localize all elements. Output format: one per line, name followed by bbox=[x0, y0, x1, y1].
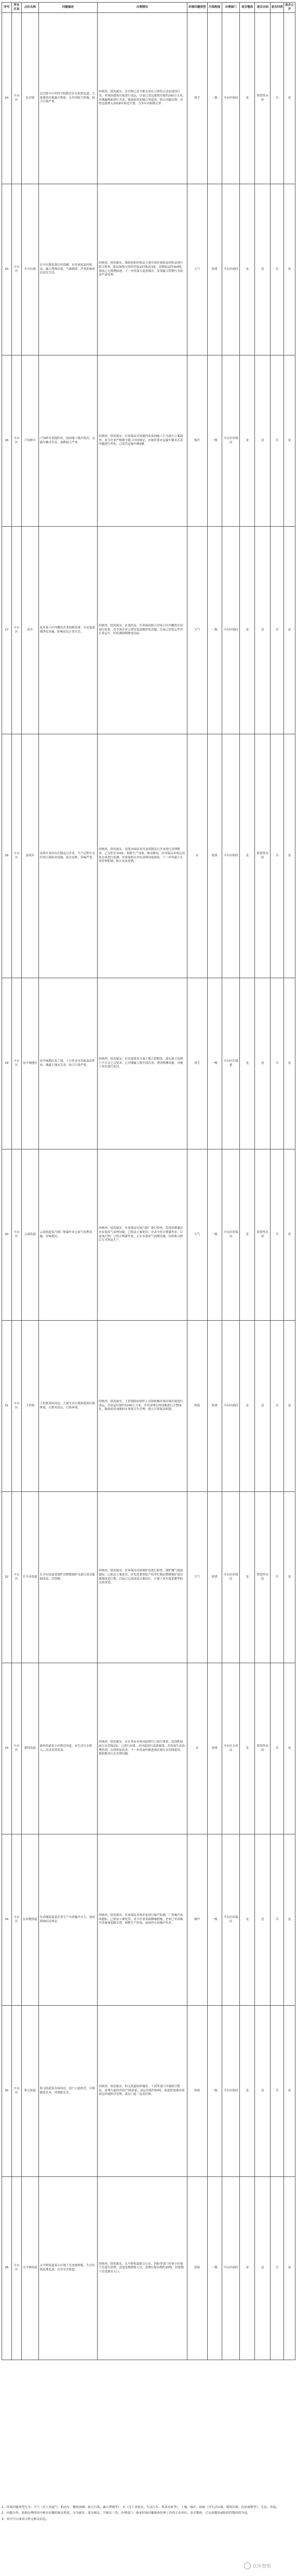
table-notes bbox=[2, 2505, 295, 2523]
row-degree: 一般 bbox=[207, 527, 222, 734]
row-problem: 和义街道某市场周边，商户占道经营，垃圾随意丢弃，环境脏乱差。 bbox=[38, 2006, 97, 2177]
row-location: 卢沟桥乡 bbox=[22, 355, 38, 527]
column-header: 是否办结 bbox=[255, 3, 271, 13]
row-department: 丰台区环保局 bbox=[222, 1149, 240, 1321]
row-degree: 一般 bbox=[207, 13, 222, 184]
column-header: 是否整改 bbox=[240, 3, 255, 13]
row-type: 扬尘 bbox=[187, 978, 207, 1149]
row-public: 是 bbox=[284, 978, 295, 1149]
row-problem: 王佐镇某村周边，大量生活垃圾和建筑垃圾堆放，长期未清运，污染环境。 bbox=[38, 1321, 97, 1492]
row-region: 丰台区 bbox=[11, 1321, 22, 1492]
row-public: 是 bbox=[284, 2006, 295, 2177]
column-header: 办理情况 bbox=[98, 3, 187, 13]
row-type: 大气 bbox=[187, 184, 207, 355]
column-header: 污染程度 bbox=[207, 3, 222, 13]
row-problem: 北宫镇辛庄村四号院附近存在私搭乱建，大量建筑垃圾露天堆放，无任何防尘措施，扬尘污染严重。 bbox=[38, 13, 97, 184]
row-problem: 云岗街道某汽修厂喷漆作业无废气处理设施，异味扰民。 bbox=[38, 1149, 97, 1321]
row-department: 丰台区环保局 bbox=[222, 1492, 240, 1663]
row-public: 是 bbox=[284, 1321, 295, 1492]
row-completed: 阶段性办结 bbox=[255, 1149, 271, 1321]
row-problem: 花乡某小区内餐饮企业油烟直排，未安装油烟净化设施，影响居民正常生活。 bbox=[38, 527, 97, 734]
row-degree: 一般 bbox=[207, 2177, 222, 2360]
table-row bbox=[2, 355, 295, 527]
row-public: 是 bbox=[284, 1492, 295, 1663]
row-region: 丰台区 bbox=[11, 1149, 22, 1321]
row-result: 经核查，情况属实。镇政府组织执法力量对该区域废品回收站进行联合检查，依法取缔无照经营废品回收站3家，清理废品约300吨，现场已无焚烧痕迹。下一步将加大巡查频次，发现露天焚烧行为依法严肃处理。 bbox=[98, 184, 187, 355]
table-body bbox=[2, 13, 295, 2360]
report-table-container bbox=[2, 2, 295, 2360]
row-number: 33 bbox=[2, 1663, 12, 1834]
row-rectified: 是 bbox=[240, 1492, 255, 1663]
row-department: 丰台区政府 bbox=[222, 1321, 240, 1492]
row-result: 经核查，情况属实。南苑乡政府对涉及的散乱污企业进行清理整治，已关停企业4家，拆除生产设备，断水断电。区环保局对周边沟渠水质进行监测，并督促相关单位清理沟渠淤泥。下一步将建立长效管理机制，防止死灰复燃。 bbox=[98, 734, 187, 978]
row-completed: 是 bbox=[255, 2177, 271, 2360]
row-location: 北宫镇 bbox=[22, 13, 38, 184]
row-accountability: 否 bbox=[271, 1321, 284, 1492]
column-header: 是否问责 bbox=[271, 3, 284, 13]
note-1: 1．环境问题类型分为：大气（含工业废气、机动车、餐饮油烟、扬尘污染、露天焚烧等）、水（含工业废水、生活污水、黑臭水体等）、土壤、噪声、固废（含生活垃圾、建筑垃圾、危险废物等）、生态、其他。 bbox=[2, 2506, 279, 2509]
column-header: 点位名称 bbox=[22, 3, 38, 13]
row-completed: 阶段性办结 bbox=[255, 734, 271, 978]
row-department: 丰台区水务局 bbox=[222, 1663, 240, 1834]
row-location: 和义街道 bbox=[22, 2006, 38, 2177]
row-region: 丰台区 bbox=[11, 1663, 22, 1834]
row-public: 是 bbox=[284, 184, 295, 355]
column-header: 办理部门 bbox=[222, 3, 240, 13]
row-degree: 较重 bbox=[207, 184, 222, 355]
row-completed: 是 bbox=[255, 184, 271, 355]
row-number: 24 bbox=[2, 13, 12, 184]
row-number: 30 bbox=[2, 1149, 12, 1321]
row-degree: 较重 bbox=[207, 1321, 222, 1492]
row-region: 丰台区 bbox=[11, 527, 22, 734]
row-rectified: 是 bbox=[240, 527, 255, 734]
row-type: 固废 bbox=[187, 1321, 207, 1492]
row-accountability: 否 bbox=[271, 1663, 284, 1834]
row-region: 丰台区 bbox=[11, 2177, 22, 2360]
row-region: 丰台区 bbox=[11, 1492, 22, 1663]
row-accountability: 否 bbox=[271, 1149, 284, 1321]
row-problem: 长辛店街道某锅炉房燃煤锅炉未进行清洁能源改造，冒黑烟。 bbox=[38, 1492, 97, 1663]
row-degree: 一般 bbox=[207, 1149, 222, 1321]
row-public: 是 bbox=[284, 1834, 295, 2006]
row-accountability: 否 bbox=[271, 355, 284, 527]
row-location: 东高地街道 bbox=[22, 1834, 38, 2006]
row-public: 是 bbox=[284, 13, 295, 184]
table-row bbox=[2, 1492, 295, 1663]
row-region: 丰台区 bbox=[11, 184, 22, 355]
row-type: 噪声 bbox=[187, 355, 207, 527]
table-row bbox=[2, 184, 295, 355]
row-problem: 东高地街道某企业生产车间噪声过大，夜间影响居民休息。 bbox=[38, 1834, 97, 2006]
row-type: 大气 bbox=[187, 527, 207, 734]
row-number: 36 bbox=[2, 2177, 12, 2360]
row-number: 28 bbox=[2, 734, 12, 978]
table-row bbox=[2, 527, 295, 734]
complaint-table bbox=[2, 2, 295, 2360]
row-result: 经核查，情况属实。区环保局对该搅拌站夜间施工行为进行立案调查，责令企业严格遵守施工时间规定。区城管委对运输车辆未苫盖问题进行查处，已处罚运输车辆5辆。 bbox=[98, 355, 187, 527]
row-completed: 阶段性办结 bbox=[255, 1663, 271, 1834]
row-completed: 是 bbox=[255, 1834, 271, 2006]
row-accountability: 否 bbox=[271, 734, 284, 978]
row-number: 31 bbox=[2, 1321, 12, 1492]
row-location: 长辛店街道 bbox=[22, 1492, 38, 1663]
row-region: 丰台区 bbox=[11, 978, 22, 1149]
row-problem: 太平桥街道某小区地下室违规群租，生活垃圾乱堆乱放，存在安全隐患。 bbox=[38, 2177, 97, 2360]
row-result: 经核查，情况属实。王佐镇政府组织人员和机械对该区域垃圾进行清运，共清运垃圾约1200立方米，并对清理后的场地进行平整绿化。镇政府将加强村庄环境卫生管理，建立日常保洁机制。 bbox=[98, 1321, 187, 1492]
row-department: 丰台区政府 bbox=[222, 527, 240, 734]
row-department: 丰台区环保局 bbox=[222, 1834, 240, 2006]
row-degree: 一般 bbox=[207, 2006, 222, 2177]
row-accountability: 否 bbox=[271, 184, 284, 355]
row-completed: 是 bbox=[255, 978, 271, 1149]
row-problem: 宛平城地区某工地，土方作业未采取湿法作业，裸露土地未苫盖，扬尘污染严重。 bbox=[38, 978, 97, 1149]
row-public: 是 bbox=[284, 734, 295, 978]
row-number: 27 bbox=[2, 527, 12, 734]
row-public: 是 bbox=[284, 1663, 295, 1834]
watermark-logo-icon bbox=[244, 2563, 251, 2569]
row-completed: 阶段性办结 bbox=[255, 1492, 271, 1663]
row-public: 是 bbox=[284, 2177, 295, 2360]
row-department: 丰台区政府 bbox=[222, 2177, 240, 2360]
row-rectified: 是 bbox=[240, 2006, 255, 2177]
row-problem: 卢沟桥乡某搅拌站，夜间施工噪声扰民，运输车辆未苫盖，道路扬尘严重。 bbox=[38, 355, 97, 527]
row-degree: 一般 bbox=[207, 1834, 222, 2006]
row-location: 长辛店镇 bbox=[22, 184, 38, 355]
row-department: 丰台区政府 bbox=[222, 2006, 240, 2177]
row-number: 34 bbox=[2, 1834, 12, 2006]
row-region: 丰台区 bbox=[11, 734, 22, 978]
row-accountability: 否 bbox=[271, 527, 284, 734]
table-row bbox=[2, 978, 295, 1149]
table-row bbox=[2, 1834, 295, 2006]
row-number: 29 bbox=[2, 978, 12, 1149]
row-completed: 是 bbox=[255, 1321, 271, 1492]
row-number: 26 bbox=[2, 355, 12, 527]
row-degree: 较重 bbox=[207, 1663, 222, 1834]
row-rectified: 是 bbox=[240, 13, 255, 184]
row-rectified: 是 bbox=[240, 734, 255, 978]
row-region: 丰台区 bbox=[11, 1834, 22, 2006]
row-completed: 是 bbox=[255, 355, 271, 527]
row-department: 丰台区政府 bbox=[222, 13, 240, 184]
row-rectified: 是 bbox=[240, 1663, 255, 1834]
table-row bbox=[2, 734, 295, 978]
row-number: 32 bbox=[2, 1492, 12, 1663]
row-result: 经核查，情况属实。区食药局、区环保局联合对该小区内餐饮企业进行检查，责令该企业立即安装油烟净化设施，目前已安装完毕并正常运行，经监测油烟排放达标。 bbox=[98, 527, 187, 734]
row-region: 丰台区 bbox=[11, 355, 22, 527]
row-rectified: 是 bbox=[240, 2177, 255, 2360]
row-number: 35 bbox=[2, 2006, 12, 2177]
row-degree: 一般 bbox=[207, 978, 222, 1149]
row-public: 是 bbox=[284, 1149, 295, 1321]
row-location: 云岗街道 bbox=[22, 1149, 38, 1321]
row-rectified: 是 bbox=[240, 1834, 255, 2006]
row-location: 宛平城地区 bbox=[22, 978, 38, 1149]
row-number: 25 bbox=[2, 184, 12, 355]
row-accountability: 否 bbox=[271, 978, 284, 1149]
table-row bbox=[2, 1149, 295, 1321]
row-department: 丰台区政府 bbox=[222, 184, 240, 355]
row-accountability: 否 bbox=[271, 1492, 284, 1663]
row-degree: 一般 bbox=[207, 355, 222, 527]
row-result: 经核查，情况属实。北宫镇已责令相关单位立即停止违法建设行为，对现场建筑垃圾进行清运，目前已清运建筑垃圾约200立方米，对裸露地面进行苫盖。镇政府将加强日常巡查，防止问题反弹，并将违建纳入2018年拆违计划，力争年内拆除完毕。 bbox=[98, 13, 187, 184]
row-result: 经核查，情况属实。区住建委责令该工地立即整改，落实扬尘治理六个百分之百要求，已对裸露土地全部苫盖，增设喷淋设施，对施工单位进行处罚。 bbox=[98, 978, 187, 1149]
row-location: 南苑乡 bbox=[22, 734, 38, 978]
table-row bbox=[2, 1663, 295, 1834]
row-result: 经核查，情况属实。区环保局对该汽修厂进行检查，发现其喷漆房未安装废气治理设施，已依法立案处罚，并责令停止喷漆作业。目前该汽修厂已停止喷漆作业，正在安装废气治理设施，待验收合格后方可恢复生产。 bbox=[98, 1149, 187, 1321]
table-row bbox=[2, 13, 295, 184]
row-location: 太平桥街道 bbox=[22, 2177, 38, 2360]
column-header: 所在区县 bbox=[11, 3, 22, 13]
column-header: 问题描述 bbox=[38, 3, 97, 13]
row-result: 经核查，情况属实。区水务局对该河道排污口进行排查，发现私接雨污水管线2处，已进行封堵。对河道进行清淤疏浚，并投放生态治理药剂，水质明显改善。下一步将加快推进该区域污水管网建设，彻底解决污水直排问题。 bbox=[98, 1663, 187, 1834]
row-result: 经核查，情况属实。区环保局对该锅炉房进行检查，锅炉烟气排放超标，已依法立案处罚。区发改委督促产权单位制定燃煤锅炉清洁能源改造计划，目前已完成改造方案设计，计划于本年度采暖季前完成改造。 bbox=[98, 1492, 187, 1663]
row-public: 是 bbox=[284, 355, 295, 527]
row-result: 经核查，情况属实。和义街道组织城管、工商等部门开展联合整治，清理占道经营商户30余家，清运垃圾约50吨。街道将加强市场周边环境秩序管理，落实门前三包责任制。 bbox=[98, 2006, 187, 2177]
column-header: 是否公开 bbox=[284, 3, 295, 13]
row-problem: 长辛店镇张郭庄村西侧，有多家废品回收站，露天焚烧垃圾，气味刺鼻，严重影响周边居民生活。 bbox=[38, 184, 97, 355]
row-degree: 较重 bbox=[207, 734, 222, 978]
row-accountability: 否 bbox=[271, 1834, 284, 2006]
row-location: 花乡 bbox=[22, 527, 38, 734]
row-accountability: 否 bbox=[271, 2177, 284, 2360]
watermark bbox=[244, 2563, 271, 2569]
table-header-row bbox=[2, 3, 295, 13]
row-completed: 阶段性办结 bbox=[255, 13, 271, 184]
row-rectified: 是 bbox=[240, 1149, 255, 1321]
table-row bbox=[2, 2177, 295, 2360]
row-type: 水 bbox=[187, 1663, 207, 1834]
row-location: 新村街道 bbox=[22, 1663, 38, 1834]
row-problem: 新村街道某小区附近河道，有生活污水排入，河水发黑发臭。 bbox=[38, 1663, 97, 1834]
row-type: 噪声 bbox=[187, 1834, 207, 2006]
row-type: 固废 bbox=[187, 2177, 207, 2360]
row-problem: 南苑乡某村存在散乱污企业，生产过程中无任何污染防治设施，废水直排，异味严重。 bbox=[38, 734, 97, 978]
row-degree: 较重 bbox=[207, 1492, 222, 1663]
watermark-text: 京环督察 bbox=[252, 2564, 272, 2569]
row-completed: 是 bbox=[255, 2006, 271, 2177]
row-rectified: 是 bbox=[240, 184, 255, 355]
row-type: 大气 bbox=[187, 1149, 207, 1321]
row-location: 王佐镇 bbox=[22, 1321, 38, 1492]
row-accountability: 否 bbox=[271, 2006, 284, 2177]
row-rectified: 是 bbox=[240, 355, 255, 527]
column-header: 环境问题类型 bbox=[187, 3, 207, 13]
row-type: 扬尘 bbox=[187, 13, 207, 184]
row-type: 固废 bbox=[187, 2006, 207, 2177]
row-public: 是 bbox=[284, 527, 295, 734]
row-result: 经核查，情况属实。太平桥街道联合公安、消防等部门对该小区地下室进行清理，清退违规群租人员，清理垃圾杂物约20吨，封堵地下室违规出入口。 bbox=[98, 2177, 187, 2360]
note-3: 3．表中空白项表示暂无相关信息。 bbox=[2, 2517, 49, 2521]
row-rectified: 是 bbox=[240, 978, 255, 1149]
row-type: 大气 bbox=[187, 1492, 207, 1663]
table-row bbox=[2, 2006, 295, 2177]
row-department: 丰台区政府 bbox=[222, 734, 240, 978]
row-result: 经核查，情况属实。区环保局对该企业进行噪声监测，厂界噪声夜间超标，已依法立案处罚，责令企业采取降噪措施。企业已对高噪声设备加装隔音罩，调整生产时间，夜间停止高噪声作业。 bbox=[98, 1834, 187, 2006]
table-row bbox=[2, 1321, 295, 1492]
row-accountability: 否 bbox=[271, 13, 284, 184]
note-2: 2．问题分类：依据办理情况中核实问题的属实程度，分为属实、部分属实、不属实三类。办理部门：指承担该问题调查处理工作的主办单位。是否整改：已完成整改或阶段性整改的为是。 bbox=[2, 2512, 251, 2515]
row-department: 丰台区住建委 bbox=[222, 978, 240, 1149]
row-rectified: 是 bbox=[240, 1321, 255, 1492]
column-header: 序号 bbox=[2, 3, 12, 13]
row-completed: 是 bbox=[255, 527, 271, 734]
row-type: 水 bbox=[187, 734, 207, 978]
row-region: 丰台区 bbox=[11, 2006, 22, 2177]
row-department: 丰台区环保局 bbox=[222, 355, 240, 527]
row-region: 丰台区 bbox=[11, 13, 22, 184]
